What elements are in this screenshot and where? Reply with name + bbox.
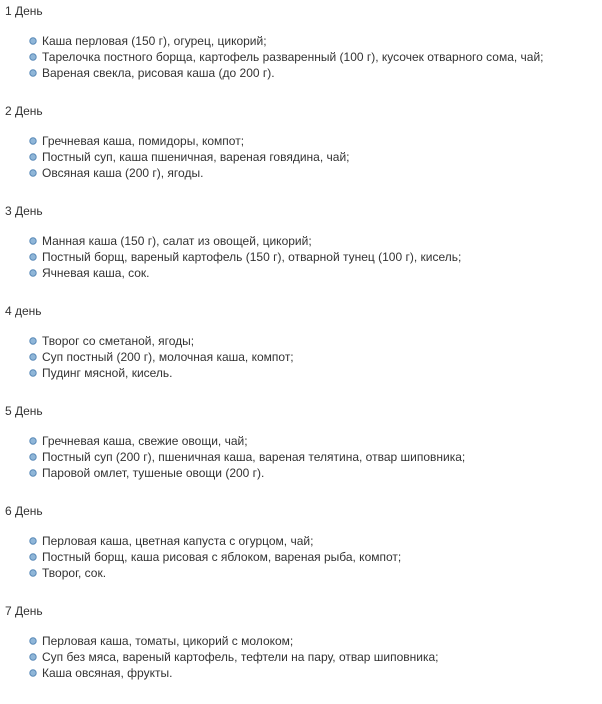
meal-text: Каша перловая (150 г), огурец, цикорий; bbox=[42, 34, 267, 48]
meal-item bbox=[5, 333, 597, 349]
meal-text: Паровой омлет, тушеные овощи (200 г). bbox=[42, 466, 265, 480]
meal-item bbox=[5, 465, 597, 481]
meal-text: Постный суп, каша пшеничная, вареная говядина, чай; bbox=[42, 150, 350, 164]
circle-bullet-icon bbox=[29, 137, 37, 145]
meal-list bbox=[5, 233, 597, 281]
circle-bullet-icon bbox=[29, 537, 37, 545]
circle-bullet-icon bbox=[29, 237, 37, 245]
day-title: 1 День bbox=[5, 4, 43, 18]
circle-bullet-icon bbox=[29, 637, 37, 645]
meal-text: Тарелочка постного борща, картофель разваренный (100 г), кусочек отварного сома, чай; bbox=[42, 50, 544, 64]
circle-bullet-icon bbox=[29, 69, 37, 77]
meal-item bbox=[5, 349, 597, 365]
circle-bullet-icon bbox=[29, 437, 37, 445]
meal-item bbox=[5, 533, 597, 549]
day-title: 3 День bbox=[5, 204, 43, 218]
day-title: 7 День bbox=[5, 604, 43, 618]
meal-item bbox=[5, 33, 597, 49]
meal-text: Творог, сок. bbox=[42, 566, 107, 580]
meal-item bbox=[5, 65, 597, 81]
circle-bullet-icon bbox=[29, 337, 37, 345]
meal-text: Суп без мяса, вареный картофель, тефтели на пару, отвар шиповника; bbox=[42, 650, 439, 664]
day-section-1 bbox=[5, 4, 597, 81]
meal-item bbox=[5, 49, 597, 65]
meal-plan bbox=[5, 4, 597, 704]
circle-bullet-icon bbox=[29, 169, 37, 177]
day-section-4 bbox=[5, 304, 597, 381]
meal-item bbox=[5, 233, 597, 249]
day-section-6 bbox=[5, 504, 597, 581]
meal-item bbox=[5, 365, 597, 381]
meal-text: Гречневая каша, помидоры, компот; bbox=[42, 134, 245, 148]
meal-text: Гречневая каша, свежие овощи, чай; bbox=[42, 434, 248, 448]
meal-text: Вареная свекла, рисовая каша (до 200 г). bbox=[42, 66, 275, 80]
meal-list bbox=[5, 633, 597, 681]
circle-bullet-icon bbox=[29, 153, 37, 161]
meal-text: Перловая каша, томаты, цикорий с молоком; bbox=[42, 634, 294, 648]
meal-list bbox=[5, 333, 597, 381]
meal-text: Суп постный (200 г), молочная каша, компот; bbox=[42, 350, 294, 364]
circle-bullet-icon bbox=[29, 269, 37, 277]
meal-text: Каша овсяная, фрукты. bbox=[42, 666, 173, 680]
day-section-2 bbox=[5, 104, 597, 181]
circle-bullet-icon bbox=[29, 369, 37, 377]
circle-bullet-icon bbox=[29, 453, 37, 461]
meal-text: Ячневая каша, сок. bbox=[42, 266, 150, 280]
day-title: 6 День bbox=[5, 504, 43, 518]
meal-item bbox=[5, 665, 597, 681]
circle-bullet-icon bbox=[29, 669, 37, 677]
day-section-3 bbox=[5, 204, 597, 281]
day-section-7 bbox=[5, 604, 597, 681]
day-title: 2 День bbox=[5, 104, 43, 118]
circle-bullet-icon bbox=[29, 37, 37, 45]
day-section-5 bbox=[5, 404, 597, 481]
meal-item bbox=[5, 165, 597, 181]
meal-item bbox=[5, 549, 597, 565]
meal-list bbox=[5, 433, 597, 481]
meal-list bbox=[5, 33, 597, 81]
meal-item bbox=[5, 449, 597, 465]
meal-item bbox=[5, 565, 597, 581]
meal-item bbox=[5, 265, 597, 281]
meal-text: Перловая каша, цветная капуста с огурцом, чай; bbox=[42, 534, 314, 548]
meal-text: Пудинг мясной, кисель. bbox=[42, 366, 173, 380]
day-title: 5 День bbox=[5, 404, 43, 418]
circle-bullet-icon bbox=[29, 553, 37, 561]
circle-bullet-icon bbox=[29, 469, 37, 477]
day-title: 4 день bbox=[5, 304, 42, 318]
meal-item bbox=[5, 649, 597, 665]
meal-list bbox=[5, 533, 597, 581]
meal-text: Творог со сметаной, ягоды; bbox=[42, 334, 195, 348]
meal-item bbox=[5, 633, 597, 649]
meal-item bbox=[5, 149, 597, 165]
circle-bullet-icon bbox=[29, 53, 37, 61]
meal-list bbox=[5, 133, 597, 181]
meal-text: Постный суп (200 г), пшеничная каша, вареная телятина, отвар шиповника; bbox=[42, 450, 466, 464]
circle-bullet-icon bbox=[29, 353, 37, 361]
circle-bullet-icon bbox=[29, 253, 37, 261]
meal-text: Постный борщ, вареный картофель (150 г), отварной тунец (100 г), кисель; bbox=[42, 250, 462, 264]
meal-text: Овсяная каша (200 г), ягоды. bbox=[42, 166, 204, 180]
meal-text: Постный борщ, каша рисовая с яблоком, вареная рыба, компот; bbox=[42, 550, 402, 564]
meal-text: Манная каша (150 г), салат из овощей, цикорий; bbox=[42, 234, 312, 248]
circle-bullet-icon bbox=[29, 653, 37, 661]
meal-item bbox=[5, 133, 597, 149]
meal-item bbox=[5, 433, 597, 449]
meal-item bbox=[5, 249, 597, 265]
circle-bullet-icon bbox=[29, 569, 37, 577]
